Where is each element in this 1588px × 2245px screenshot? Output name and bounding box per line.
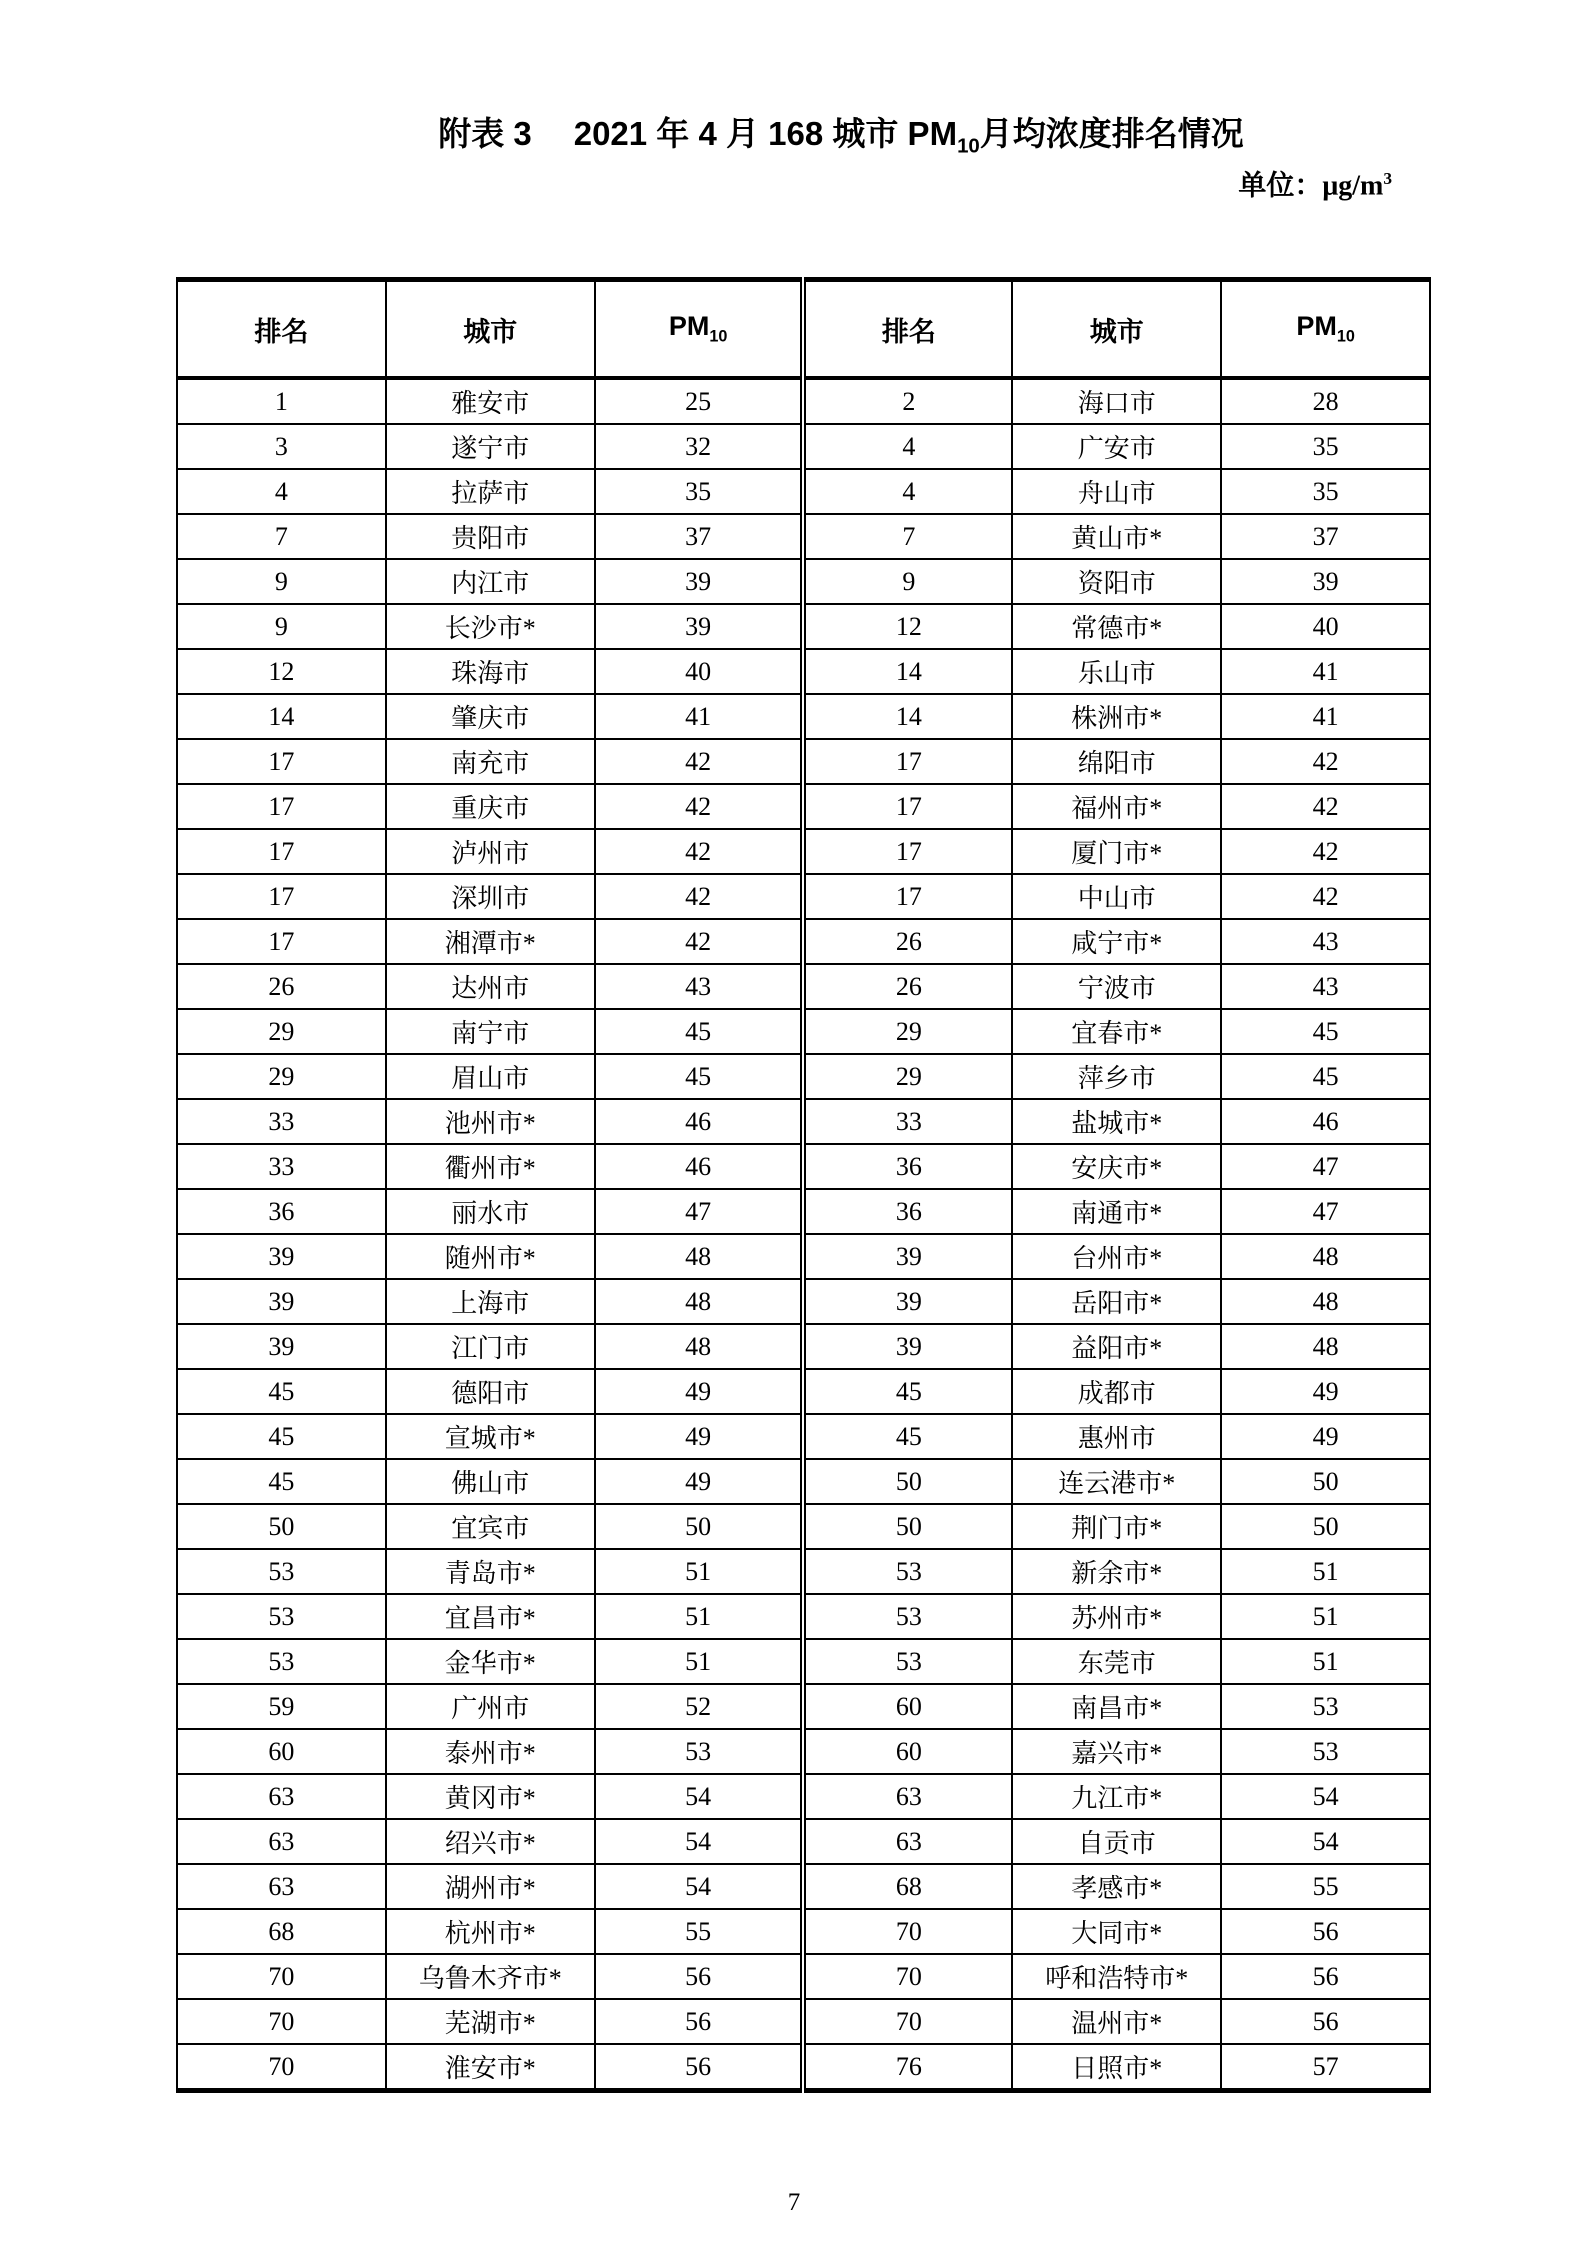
rank-cell: 45 (177, 1369, 386, 1414)
unit-label (0, 169, 1588, 203)
city-cell: 青岛市* (386, 1549, 595, 1594)
city-cell: 自贡市 (1012, 1819, 1221, 1864)
rank-cell: 12 (803, 604, 1012, 649)
pm-cell: 28 (1221, 378, 1430, 424)
table-row (177, 1189, 1430, 1234)
pm-cell: 42 (1221, 784, 1430, 829)
rank-cell: 53 (177, 1549, 386, 1594)
pm-cell: 56 (595, 1999, 804, 2044)
table-row (177, 919, 1430, 964)
rank-cell: 39 (803, 1279, 1012, 1324)
pm-cell: 37 (595, 514, 804, 559)
pm-cell: 47 (1221, 1144, 1430, 1189)
rank-cell: 7 (177, 514, 386, 559)
pm-cell: 49 (1221, 1414, 1430, 1459)
city-cell: 丽水市 (386, 1189, 595, 1234)
unit-text: 单位：μg/m (1238, 170, 1384, 202)
table-row (177, 2044, 1430, 2091)
rank-cell: 29 (803, 1009, 1012, 1054)
rank-cell: 50 (177, 1504, 386, 1549)
city-cell: 新余市* (1012, 1549, 1221, 1594)
pm-cell: 43 (1221, 919, 1430, 964)
table-row (177, 1819, 1430, 1864)
table-row (177, 559, 1430, 604)
city-cell: 雅安市 (386, 378, 595, 424)
table-body (177, 378, 1430, 2091)
table-row (177, 1369, 1430, 1414)
pm-cell: 54 (1221, 1774, 1430, 1819)
pm-cell: 47 (595, 1189, 804, 1234)
pm-cell: 55 (595, 1909, 804, 1954)
rank-cell: 63 (803, 1774, 1012, 1819)
city-cell: 舟山市 (1012, 469, 1221, 514)
pm-cell: 56 (1221, 1954, 1430, 1999)
pm-cell: 45 (1221, 1054, 1430, 1099)
rank-cell: 70 (177, 1954, 386, 1999)
city-cell: 黄冈市* (386, 1774, 595, 1819)
rank-cell: 14 (177, 694, 386, 739)
rank-cell: 29 (177, 1054, 386, 1099)
rank-cell: 70 (803, 1999, 1012, 2044)
table-row (177, 514, 1430, 559)
pm-cell: 49 (595, 1414, 804, 1459)
city-cell: 宁波市 (1012, 964, 1221, 1009)
table-row (177, 378, 1430, 424)
pm-cell: 48 (595, 1324, 804, 1369)
pm-cell: 49 (595, 1369, 804, 1414)
pm-cell: 41 (595, 694, 804, 739)
city-cell: 长沙市* (386, 604, 595, 649)
pm-cell: 35 (595, 469, 804, 514)
pm-cell: 56 (595, 1954, 804, 1999)
pm-cell: 40 (1221, 604, 1430, 649)
city-cell: 孝感市* (1012, 1864, 1221, 1909)
pm-cell: 53 (1221, 1729, 1430, 1774)
pm-cell: 51 (595, 1549, 804, 1594)
rank-cell: 39 (177, 1324, 386, 1369)
rank-cell: 70 (177, 1999, 386, 2044)
pm-cell: 56 (1221, 1999, 1430, 2044)
page-title (47, 0, 1588, 159)
city-cell: 南昌市* (1012, 1684, 1221, 1729)
city-cell: 湖州市* (386, 1864, 595, 1909)
pm-cell: 35 (1221, 469, 1430, 514)
rank-cell: 63 (177, 1774, 386, 1819)
city-cell: 宣城市* (386, 1414, 595, 1459)
city-cell: 湘潭市* (386, 919, 595, 964)
city-cell: 呼和浩特市* (1012, 1954, 1221, 1999)
city-cell: 贵阳市 (386, 514, 595, 559)
pm-cell: 51 (595, 1594, 804, 1639)
rank-cell: 17 (177, 739, 386, 784)
city-cell: 佛山市 (386, 1459, 595, 1504)
pm-cell: 56 (595, 2044, 804, 2091)
table-row (177, 1999, 1430, 2044)
city-cell: 成都市 (1012, 1369, 1221, 1414)
header-row (177, 280, 1430, 379)
rank-cell: 76 (803, 2044, 1012, 2091)
rank-cell: 59 (177, 1684, 386, 1729)
rank-cell: 1 (177, 378, 386, 424)
pm-cell: 51 (1221, 1549, 1430, 1594)
rank-cell: 39 (803, 1324, 1012, 1369)
rank-cell: 50 (803, 1504, 1012, 1549)
rank-cell: 26 (803, 919, 1012, 964)
city-cell: 株洲市* (1012, 694, 1221, 739)
rank-cell: 50 (803, 1459, 1012, 1504)
rank-cell: 17 (803, 784, 1012, 829)
pm-cell: 48 (595, 1279, 804, 1324)
city-cell: 池州市* (386, 1099, 595, 1144)
rank-cell: 17 (177, 919, 386, 964)
pm-cell: 48 (1221, 1324, 1430, 1369)
header-pm10-left (595, 280, 804, 379)
rank-cell: 60 (803, 1729, 1012, 1774)
city-cell: 乐山市 (1012, 649, 1221, 694)
rank-cell: 45 (177, 1459, 386, 1504)
rank-cell: 63 (803, 1819, 1012, 1864)
pm-cell: 53 (1221, 1684, 1430, 1729)
pm-cell: 40 (595, 649, 804, 694)
rank-cell: 70 (177, 2044, 386, 2091)
table-row (177, 1414, 1430, 1459)
pm-cell: 52 (595, 1684, 804, 1729)
rank-cell: 7 (803, 514, 1012, 559)
table-row (177, 649, 1430, 694)
rank-cell: 17 (177, 829, 386, 874)
city-cell: 拉萨市 (386, 469, 595, 514)
rank-cell: 9 (803, 559, 1012, 604)
pm-cell: 48 (595, 1234, 804, 1279)
city-cell: 荆门市* (1012, 1504, 1221, 1549)
pm-cell: 55 (1221, 1864, 1430, 1909)
rank-cell: 39 (177, 1279, 386, 1324)
city-cell: 达州市 (386, 964, 595, 1009)
pm-cell: 42 (1221, 874, 1430, 919)
rank-cell: 4 (177, 469, 386, 514)
city-cell: 泰州市* (386, 1729, 595, 1774)
rank-cell: 26 (177, 964, 386, 1009)
title-text-pre: 2021 年 4 月 168 城市 PM (573, 115, 958, 152)
city-cell: 深圳市 (386, 874, 595, 919)
pm-cell: 37 (1221, 514, 1430, 559)
city-cell: 珠海市 (386, 649, 595, 694)
rank-cell: 36 (803, 1189, 1012, 1234)
pm-cell: 42 (1221, 739, 1430, 784)
rank-cell: 60 (803, 1684, 1012, 1729)
pm10-ranking-table (176, 277, 1431, 2093)
pm-cell: 42 (1221, 829, 1430, 874)
pm-cell: 51 (595, 1639, 804, 1684)
pm-cell: 42 (595, 829, 804, 874)
city-cell: 广安市 (1012, 424, 1221, 469)
pm-cell: 50 (595, 1504, 804, 1549)
table-row (177, 739, 1430, 784)
city-cell: 南充市 (386, 739, 595, 784)
rank-cell: 36 (803, 1144, 1012, 1189)
city-cell: 台州市* (1012, 1234, 1221, 1279)
city-cell: 温州市* (1012, 1999, 1221, 2044)
rank-cell: 70 (803, 1909, 1012, 1954)
pm-cell: 46 (1221, 1099, 1430, 1144)
city-cell: 肇庆市 (386, 694, 595, 739)
rank-cell: 9 (177, 559, 386, 604)
rank-cell: 68 (803, 1864, 1012, 1909)
pm-cell: 54 (595, 1819, 804, 1864)
rank-cell: 36 (177, 1189, 386, 1234)
city-cell: 福州市* (1012, 784, 1221, 829)
city-cell: 大同市* (1012, 1909, 1221, 1954)
city-cell: 咸宁市* (1012, 919, 1221, 964)
pm-cell: 41 (1221, 649, 1430, 694)
rank-cell: 4 (803, 469, 1012, 514)
city-cell: 常德市* (1012, 604, 1221, 649)
rank-cell: 3 (177, 424, 386, 469)
rank-cell: 33 (177, 1144, 386, 1189)
table-row (177, 694, 1430, 739)
rank-cell: 17 (803, 739, 1012, 784)
city-cell: 日照市* (1012, 2044, 1221, 2091)
header-rank-left: 排名 (177, 280, 386, 379)
city-cell: 萍乡市 (1012, 1054, 1221, 1099)
pm-cell: 45 (595, 1009, 804, 1054)
rank-cell: 12 (177, 649, 386, 694)
city-cell: 南宁市 (386, 1009, 595, 1054)
pm-cell: 39 (595, 604, 804, 649)
city-cell: 乌鲁木齐市* (386, 1954, 595, 1999)
rank-cell: 17 (803, 829, 1012, 874)
rank-cell: 29 (177, 1009, 386, 1054)
title-pm-subscript: 10 (957, 134, 980, 158)
city-cell: 厦门市* (1012, 829, 1221, 874)
city-cell: 南通市* (1012, 1189, 1221, 1234)
pm-cell: 53 (595, 1729, 804, 1774)
city-cell: 德阳市 (386, 1369, 595, 1414)
rank-cell: 14 (803, 649, 1012, 694)
table-row (177, 1099, 1430, 1144)
city-cell: 资阳市 (1012, 559, 1221, 604)
pm-cell: 42 (595, 739, 804, 784)
city-cell: 杭州市* (386, 1909, 595, 1954)
pm-cell: 25 (595, 378, 804, 424)
city-cell: 岳阳市* (1012, 1279, 1221, 1324)
rank-cell: 53 (803, 1549, 1012, 1594)
city-cell: 重庆市 (386, 784, 595, 829)
pm-cell: 43 (595, 964, 804, 1009)
pm-cell: 45 (595, 1054, 804, 1099)
table-row (177, 1054, 1430, 1099)
city-cell: 绍兴市* (386, 1819, 595, 1864)
rank-cell: 33 (177, 1099, 386, 1144)
pm-cell: 56 (1221, 1909, 1430, 1954)
header-rank-right: 排名 (803, 280, 1012, 379)
rank-cell: 53 (177, 1639, 386, 1684)
page-number: 7 (787, 2189, 801, 2217)
city-cell: 苏州市* (1012, 1594, 1221, 1639)
table-row (177, 1234, 1430, 1279)
rank-cell: 14 (803, 694, 1012, 739)
pm-cell: 46 (595, 1099, 804, 1144)
pm-cell: 42 (595, 784, 804, 829)
pm-subscript: 10 (1336, 327, 1355, 346)
city-cell: 广州市 (386, 1684, 595, 1729)
city-cell: 金华市* (386, 1639, 595, 1684)
pm-cell: 45 (1221, 1009, 1430, 1054)
pm-cell: 49 (595, 1459, 804, 1504)
city-cell: 淮安市* (386, 2044, 595, 2091)
city-cell: 宜昌市* (386, 1594, 595, 1639)
rank-cell: 45 (803, 1369, 1012, 1414)
city-cell: 宜春市* (1012, 1009, 1221, 1054)
city-cell: 衢州市* (386, 1144, 595, 1189)
rank-cell: 45 (177, 1414, 386, 1459)
table-row (177, 964, 1430, 1009)
header-city-left: 城市 (386, 280, 595, 379)
table-row (177, 1864, 1430, 1909)
city-cell: 绵阳市 (1012, 739, 1221, 784)
pm-cell: 51 (1221, 1594, 1430, 1639)
rank-cell: 45 (803, 1414, 1012, 1459)
rank-cell: 53 (803, 1594, 1012, 1639)
pm-cell: 42 (595, 919, 804, 964)
table-row (177, 829, 1430, 874)
table-row (177, 784, 1430, 829)
city-cell: 黄山市* (1012, 514, 1221, 559)
pm-cell: 54 (1221, 1819, 1430, 1864)
rank-cell: 17 (803, 874, 1012, 919)
city-cell: 芜湖市* (386, 1999, 595, 2044)
rank-cell: 53 (803, 1639, 1012, 1684)
city-cell: 泸州市 (386, 829, 595, 874)
rank-cell: 63 (177, 1819, 386, 1864)
title-label: 附表 3 (438, 115, 532, 152)
rank-cell: 68 (177, 1909, 386, 1954)
pm-cell: 46 (595, 1144, 804, 1189)
pm-cell: 54 (595, 1774, 804, 1819)
city-cell: 遂宁市 (386, 424, 595, 469)
rank-cell: 33 (803, 1099, 1012, 1144)
rank-cell: 60 (177, 1729, 386, 1774)
unit-superscript: 3 (1383, 169, 1392, 189)
table-row (177, 874, 1430, 919)
title-text-post: 月均浓度排名情况 (979, 115, 1244, 152)
pm-cell: 51 (1221, 1639, 1430, 1684)
rank-cell: 39 (177, 1234, 386, 1279)
city-cell: 连云港市* (1012, 1459, 1221, 1504)
pm-cell: 49 (1221, 1369, 1430, 1414)
table-row (177, 424, 1430, 469)
rank-cell: 17 (177, 784, 386, 829)
table-row (177, 1954, 1430, 1999)
city-cell: 东莞市 (1012, 1639, 1221, 1684)
city-cell: 随州市* (386, 1234, 595, 1279)
pm-cell: 43 (1221, 964, 1430, 1009)
table-row (177, 1549, 1430, 1594)
city-cell: 眉山市 (386, 1054, 595, 1099)
city-cell: 益阳市* (1012, 1324, 1221, 1369)
pm-label: PM (668, 311, 710, 342)
pm-cell: 39 (595, 559, 804, 604)
pm-cell: 57 (1221, 2044, 1430, 2091)
pm-cell: 39 (1221, 559, 1430, 604)
pm-cell: 41 (1221, 694, 1430, 739)
rank-cell: 70 (803, 1954, 1012, 1999)
pm-cell: 32 (595, 424, 804, 469)
rank-cell: 9 (177, 604, 386, 649)
rank-cell: 29 (803, 1054, 1012, 1099)
rank-cell: 17 (177, 874, 386, 919)
city-cell: 内江市 (386, 559, 595, 604)
rank-cell: 53 (177, 1594, 386, 1639)
city-cell: 江门市 (386, 1324, 595, 1369)
pm-cell: 50 (1221, 1504, 1430, 1549)
pm-label: PM (1296, 311, 1337, 342)
pm-cell: 48 (1221, 1279, 1430, 1324)
table-row (177, 1459, 1430, 1504)
table-row (177, 1504, 1430, 1549)
city-cell: 惠州市 (1012, 1414, 1221, 1459)
pm-cell: 48 (1221, 1234, 1430, 1279)
header-pm10-right (1221, 280, 1430, 379)
table-row (177, 1909, 1430, 1954)
table-row (177, 1324, 1430, 1369)
pm-cell: 42 (595, 874, 804, 919)
rank-cell: 39 (803, 1234, 1012, 1279)
rank-cell: 26 (803, 964, 1012, 1009)
table-row (177, 1639, 1430, 1684)
city-cell: 九江市* (1012, 1774, 1221, 1819)
city-cell: 安庆市* (1012, 1144, 1221, 1189)
pm-cell: 54 (595, 1864, 804, 1909)
rank-cell: 2 (803, 378, 1012, 424)
pm-cell: 50 (1221, 1459, 1430, 1504)
table-row (177, 604, 1430, 649)
table-row (177, 1009, 1430, 1054)
table-header (177, 280, 1430, 379)
pm-cell: 35 (1221, 424, 1430, 469)
pm-cell: 47 (1221, 1189, 1430, 1234)
table-row (177, 1774, 1430, 1819)
table-row (177, 469, 1430, 514)
city-cell: 上海市 (386, 1279, 595, 1324)
table-row (177, 1684, 1430, 1729)
city-cell: 嘉兴市* (1012, 1729, 1221, 1774)
table-row (177, 1144, 1430, 1189)
table-row (177, 1594, 1430, 1639)
city-cell: 宜宾市 (386, 1504, 595, 1549)
table-row (177, 1279, 1430, 1324)
city-cell: 盐城市* (1012, 1099, 1221, 1144)
rank-cell: 63 (177, 1864, 386, 1909)
pm-subscript: 10 (709, 327, 728, 346)
table-row (177, 1729, 1430, 1774)
rank-cell: 4 (803, 424, 1012, 469)
header-city-right: 城市 (1012, 280, 1221, 379)
city-cell: 海口市 (1012, 378, 1221, 424)
city-cell: 中山市 (1012, 874, 1221, 919)
